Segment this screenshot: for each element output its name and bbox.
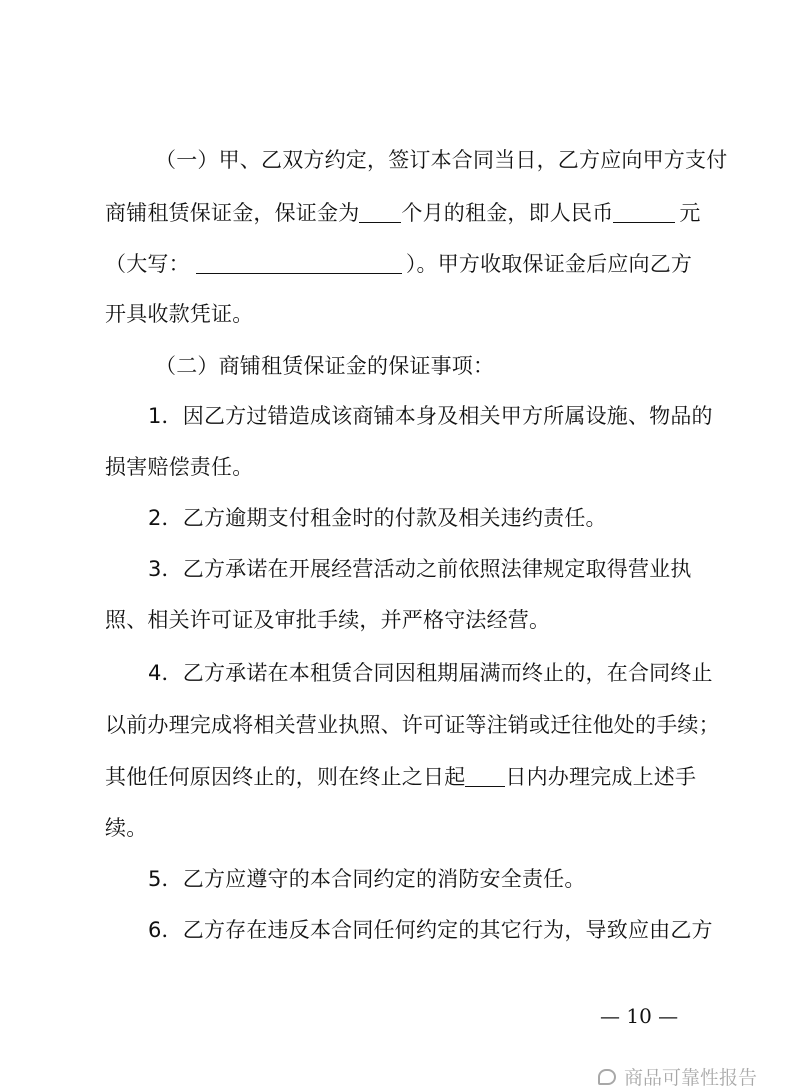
- text-segment: 4．乙方承诺在本租赁合同因租期届满而终止的，在合同终止: [148, 661, 713, 685]
- fill-blank-days: [465, 764, 505, 787]
- text-segment: 其他任何原因终止的，则在终止之日起: [105, 765, 466, 789]
- text-line: [0, 140, 793, 180]
- text-segment: 5．乙方应遵守的本合同约定的消防安全责任。: [148, 867, 586, 891]
- text-segment: 续。: [105, 816, 148, 840]
- text-line: [0, 705, 793, 745]
- text-segment: ）。甲方收取保证金后应向乙方: [405, 252, 693, 276]
- text-line: [0, 757, 793, 797]
- text-segment: 开具收款凭证。: [105, 302, 254, 326]
- text-segment: （一）甲、乙双方约定，签订本合同当日，乙方应向甲方支付: [155, 148, 728, 172]
- text-segment: 2．乙方逾期支付租金时的付款及相关违约责任。: [148, 506, 607, 530]
- text-segment: 1．因乙方过错造成该商铺本身及相关甲方所属设施、物品的: [148, 404, 713, 428]
- fill-blank-amount-in-words: [196, 251, 402, 274]
- text-segment: 元: [679, 201, 701, 225]
- text-segment: （大写：: [105, 252, 190, 276]
- text-line: [0, 910, 793, 950]
- text-line: [0, 859, 793, 899]
- fill-blank-amount: [613, 200, 675, 223]
- text-segment: 照、相关许可证及审批手续，并严格守法经营。: [105, 608, 551, 632]
- text-line: [0, 447, 793, 487]
- text-line: [0, 549, 793, 589]
- text-segment: 3．乙方承诺在开展经营活动之前依照法律规定取得营业执: [148, 557, 692, 581]
- text-line: [0, 808, 793, 848]
- watermark: [598, 1066, 757, 1090]
- page-number: — 10 —: [600, 1004, 679, 1028]
- text-segment: 损害赔偿责任。: [105, 455, 254, 479]
- text-segment: 日内办理完成上述手: [505, 765, 697, 789]
- text-segment: 以前办理完成将相关营业执照、许可证等注销或迁往他处的手续；: [105, 713, 720, 737]
- text-segment: 6．乙方存在违反本合同任何约定的其它行为，导致应由乙方: [148, 918, 713, 942]
- text-segment: （二）商铺租赁保证金的保证事项：: [155, 354, 495, 378]
- text-line: [0, 396, 793, 436]
- chat-bubble-icon: [598, 1069, 616, 1085]
- text-line: [0, 600, 793, 640]
- text-line: [0, 498, 793, 538]
- text-line: [0, 653, 793, 693]
- text-line: [0, 193, 793, 233]
- text-segment: 商铺租赁保证金，保证金为: [105, 201, 360, 225]
- text-line: [0, 294, 793, 334]
- text-line: [0, 346, 793, 386]
- text-segment: 个月的租金，即人民币: [401, 201, 614, 225]
- text-line: [0, 244, 793, 284]
- fill-blank-months: [359, 200, 401, 223]
- watermark-text: 商品可靠性报告: [624, 1067, 758, 1089]
